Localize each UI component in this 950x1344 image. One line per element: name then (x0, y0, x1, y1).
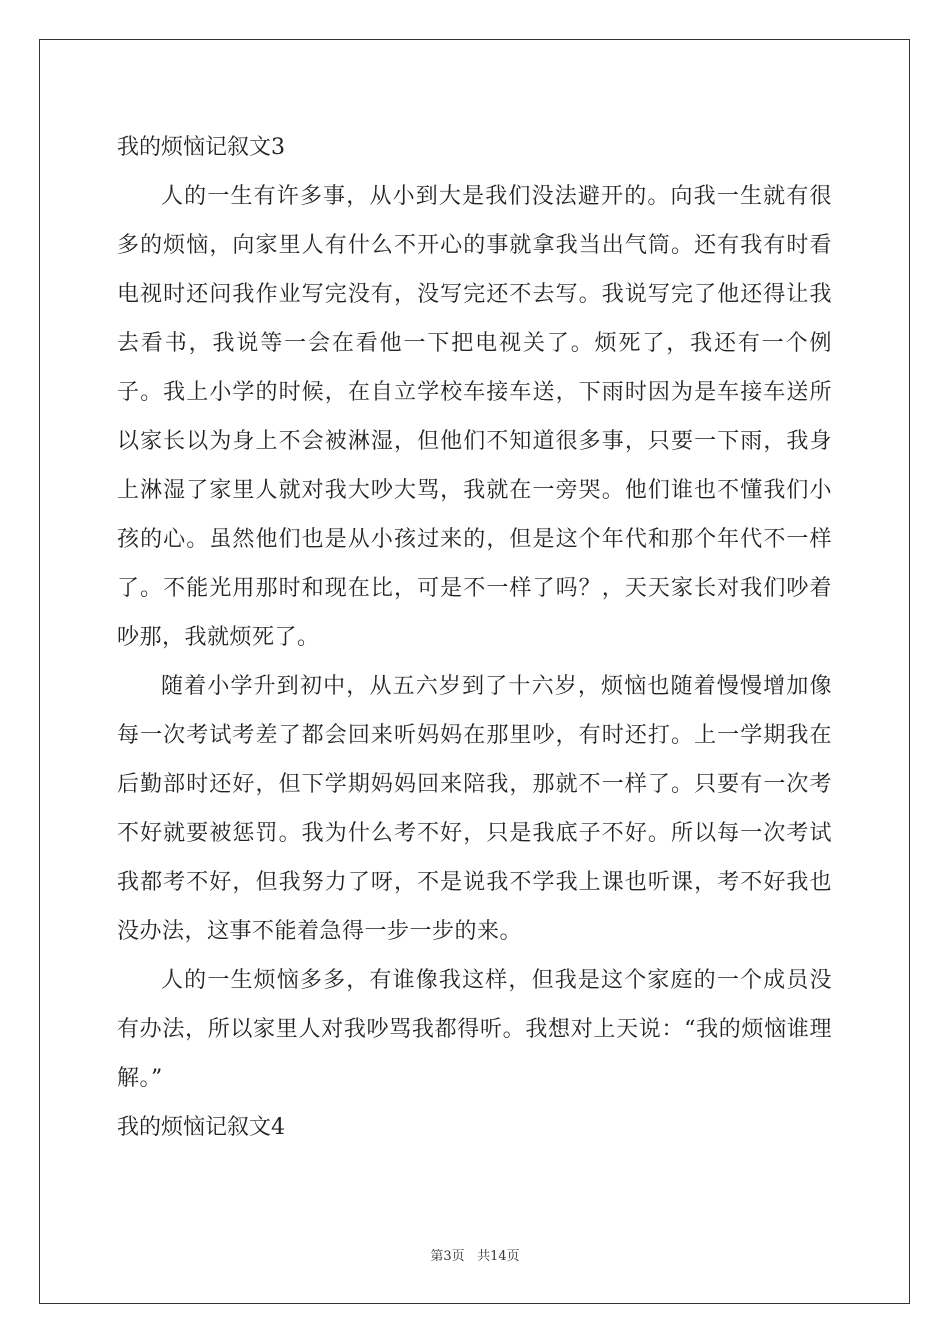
page-number: 第3页 (430, 1249, 465, 1264)
page-footer (0, 1245, 950, 1264)
paragraph-1: 人的一生有许多事，从小到大是我们没法避开的。向我一生就有很多的烦恼，向家里人有什么不开心的事就拿我当出气筒。还有我有时看电视时还问我作业写完没有，没写完还不去写。我说写完了他还得让我去看书，我说等一会在看他一下把电视关了。烦死了，我还有一个例子。我上小学的时候，在自立学校车接车送，下雨时因为是车接车送所以家长以为身上不会被淋湿，但他们不知道很多事，只要一下雨，我身上淋湿了家里人就对我大吵大骂，我就在一旁哭。他们谁也不懂我们小孩的心。虽然他们也是从小孩过来的，但是这个年代和那个年代不一样了。不能光用那时和现在比，可是不一样了吗？，天天家长对我们吵着吵那，我就烦死了。 (117, 184, 832, 650)
document-body (117, 123, 832, 1152)
paragraph-2: 随着小学升到初中，从五六岁到了十六岁，烦恼也随着慢慢增加像每一次考试考差了都会回来听妈妈在那里吵，有时还打。上一学期我在后勤部时还好，但下学期妈妈回来陪我，那就不一样了。只要有一次考不好就要被惩罚。我为什么考不好，只是我底子不好。所以每一次考试我都考不好，但我努力了呀，不是说我不学我上课也听课，考不好我也没办法，这事不能着急得一步一步的来。 (117, 674, 832, 944)
section-title-3: 我的烦恼记叙文3 (117, 135, 285, 160)
paragraph-3: 人的一生烦恼多多，有谁像我这样，但我是这个家庭的一个成员没有办法，所以家里人对我吵骂我都得听。我想对上天说：“我的烦恼谁理解。” (117, 968, 832, 1091)
section-title-4: 我的烦恼记叙文4 (117, 1115, 285, 1140)
page-total: 共14页 (477, 1249, 520, 1264)
